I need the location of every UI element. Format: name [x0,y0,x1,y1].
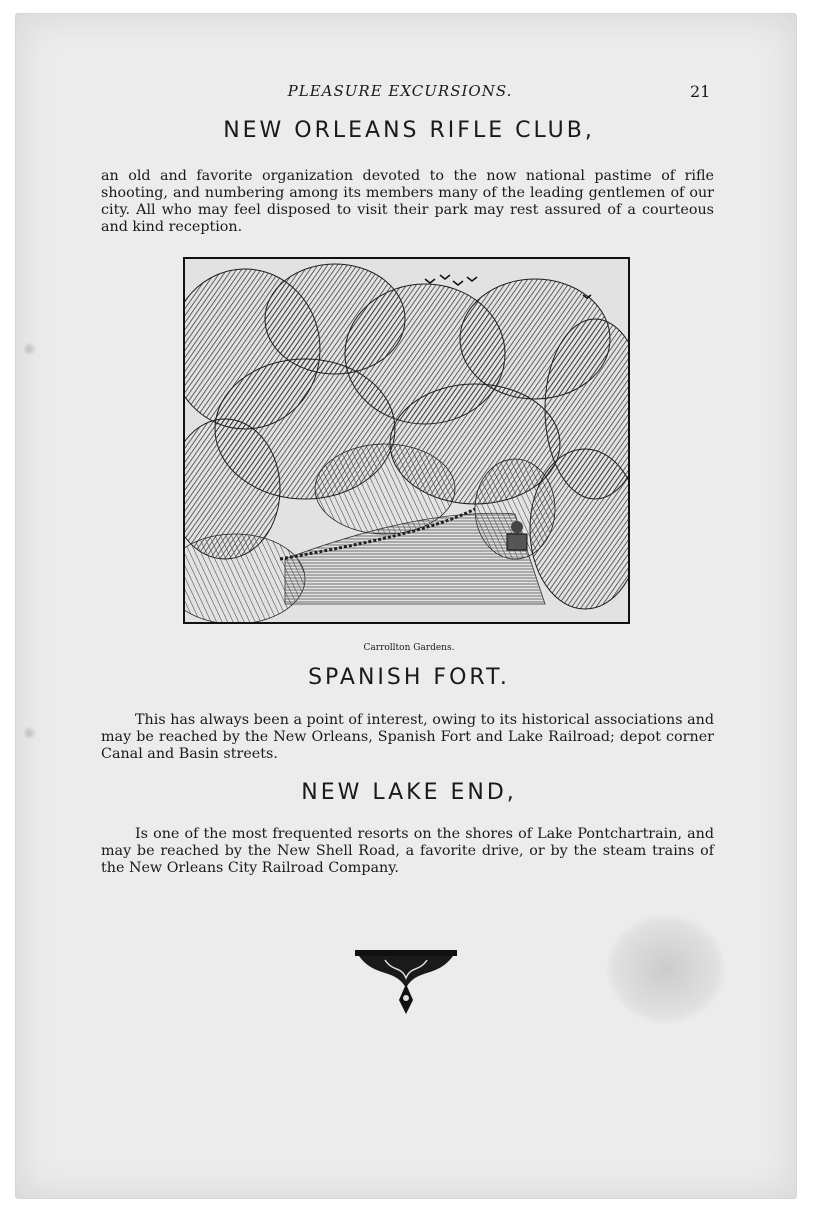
tailpiece-ornament-icon [355,948,457,1022]
water-stain [606,914,726,1024]
binding-hole [22,342,36,356]
garden-illustration [183,257,630,624]
garden-engraving-icon [185,259,628,622]
paragraph-rifle-club: an old and favorite organization devoted to the now national pastime of rifle shooting, and numbering among its members many of the leading gentlemen of our city. All who may feel disposed to visit their park may rest assured of a courteous and kind reception. [101,168,714,235]
heading-rifle-club: NEW ORLEANS RIFLE CLUB, [223,118,595,143]
heading-spanish-fort: SPANISH FORT. [308,665,510,690]
heading-new-lake-end: NEW LAKE END, [301,780,517,805]
paragraph-new-lake-end: Is one of the most frequented resorts on the shores of Lake Pontchartrain, and may be reached by the New Shell Road, a favorite drive, or by the steam trains of the New Orleans City Railroad Company. [101,826,714,876]
binding-hole [22,726,36,740]
paragraph-spanish-fort: This has always been a point of interest, owing to its historical associations and may be reached by the New Orleans, Spanish Fort and Lake Railroad; depot corner Canal and Basin streets. [101,712,714,762]
illustration-caption: Carrollton Gardens. [363,643,455,653]
running-title: PLEASURE EXCURSIONS. [287,82,513,100]
page-number: 21 [690,82,711,101]
